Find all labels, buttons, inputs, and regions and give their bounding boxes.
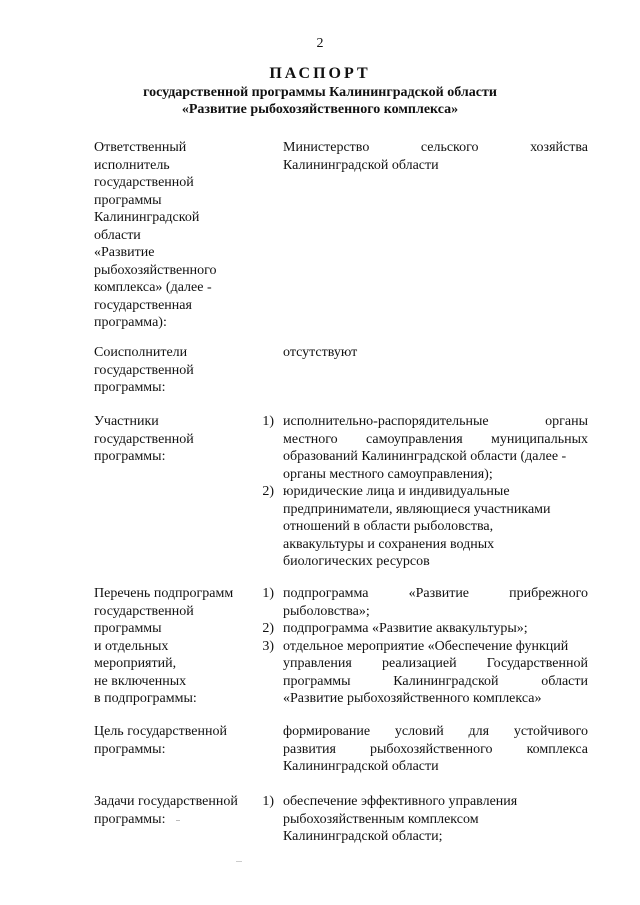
content-line [283,585,588,603]
document-title [0,64,640,118]
content-line: отсутствуют [283,345,358,360]
label-line: программы: [94,380,166,395]
label-line: мероприятий, [94,656,177,671]
word: Калининградской [393,673,499,689]
word: исполнительно-распорядительные [283,414,489,429]
content-goal [283,723,588,776]
content-line: подпрограмма «Развитие аквакультуры»; [283,621,528,636]
label-line: Цель государственной [94,724,227,739]
label-responsible [94,139,254,332]
content-line [283,723,588,741]
content-line: Калининградской области [283,759,439,774]
scan-speck [176,820,180,821]
item-number: 1) [262,794,274,809]
item-number: 2) [262,621,274,636]
content-participants [283,413,588,571]
title-line-2: государственной программы Калининградской области [143,85,497,100]
label-line: рыбохозяйственного [94,262,217,278]
label-line: Перечень подпрограмм [94,586,234,601]
label-line: государственной [94,175,194,190]
label-line: не включенных [94,673,187,689]
word: «Развитие [408,586,470,601]
content-line: Калининградской области [283,157,439,173]
label-line: Ответственный [94,140,187,155]
content-line [283,741,588,759]
content-line: образований Калининградской области (далее - [283,449,567,464]
label-line: программы [94,192,162,208]
word: сельского [420,140,479,155]
word: условий [394,724,444,739]
label-line: Соисполнители [94,345,188,360]
title-main: ПАСПОРТ [269,65,371,82]
label-line: государственная [94,297,192,313]
word: управления [283,656,352,671]
word: прибрежного [509,586,588,601]
word: программы [283,673,351,689]
content-line [283,413,588,431]
label-line: программа): [94,315,167,330]
label-tasks [94,793,254,828]
label-line: комплекса» (далее - [94,280,212,295]
content-responsible [283,139,588,174]
content-line: рыбохозяйственным комплексом [283,811,479,827]
content-coexecutors [283,344,588,362]
content-line: отдельное мероприятие «Обеспечение функций [283,638,569,654]
content-line: предприниматели, являющиеся участниками [283,501,551,517]
label-line: Задачи государственной [94,794,238,809]
scan-speck [236,861,242,862]
content-line [283,673,588,691]
item-number: 1) [262,586,274,601]
word: муниципальных [491,431,588,447]
item-number: 3) [262,638,274,654]
word: местного [283,431,338,447]
label-line: государственной [94,431,194,447]
item-number: 2) [262,484,274,499]
label-line: программы: [94,741,166,757]
content-line: «Развитие рыбохозяйственного комплекса» [283,691,542,706]
word: Государственной [486,656,588,671]
word: устойчивого [513,724,588,739]
label-line: области [94,227,141,243]
label-line: Калининградской [94,210,200,225]
content-line: органы местного самоуправления); [283,466,493,482]
label-line: программы [94,621,162,636]
page-number: 2 [316,36,324,51]
label-line: государственной [94,603,194,619]
word: подпрограмма [283,586,369,601]
word: самоуправления [366,431,463,447]
content-line: юридические лица и индивидуальные [283,484,510,499]
label-line: программы: [94,811,166,827]
title-line-3: «Развитие рыбохозяйственного комплекса» [181,102,459,117]
word: развития [283,741,336,757]
content-line [283,431,588,449]
content-line: биологических ресурсов [283,554,430,569]
word: комплекса [526,741,588,757]
word: органы [545,414,588,429]
word: реализацией [381,656,457,671]
word: рыбохозяйственного [369,741,493,757]
item-number: 1) [262,414,274,429]
label-subprograms [94,585,254,708]
content-line: рыболовства»; [283,603,370,619]
label-line: «Развитие [94,245,155,260]
label-line: программы: [94,449,166,464]
content-line [283,655,588,673]
label-line: в подпрограммы: [94,691,197,706]
label-line: государственной [94,362,194,378]
content-subprograms [283,585,588,708]
word: области [541,673,588,689]
label-line: Участники [94,414,159,429]
content-line: обеспечение эффективного управления [283,794,518,809]
label-coexecutors [94,344,254,397]
content-line: отношений в области рыболовства, [283,519,494,534]
word: для [468,724,490,739]
content-line: Калининградской области; [283,829,443,844]
content-line: аквакультуры и сохранения водных [283,536,495,552]
label-goal [94,723,254,758]
label-line: исполнитель [94,157,170,173]
content-tasks [283,793,588,846]
word: формирование [283,724,371,739]
label-participants [94,413,254,466]
word: хозяйства [530,140,588,155]
content-line [283,139,588,157]
label-line: и отдельных [94,638,169,654]
word: Министерство [283,140,370,155]
